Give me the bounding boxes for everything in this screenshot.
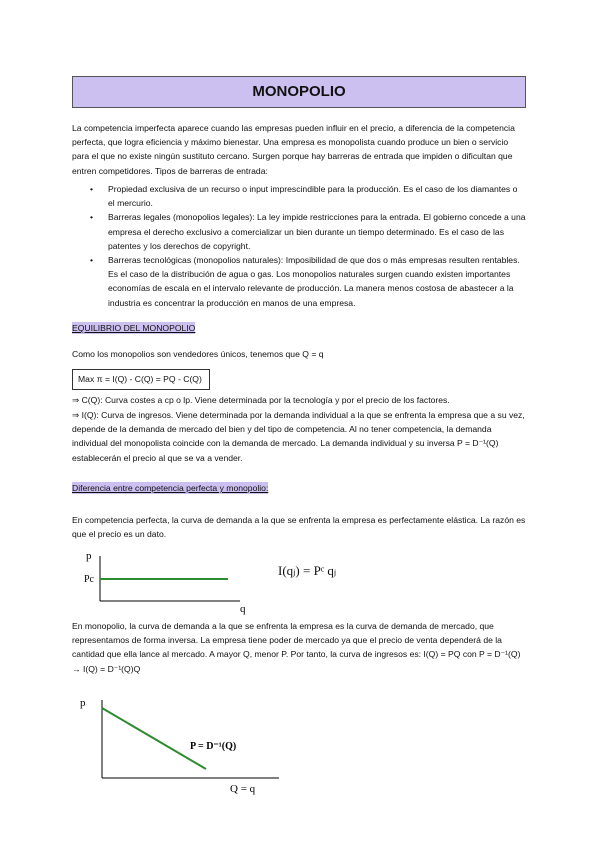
perfect-competition-graph [80, 546, 270, 618]
perfect-competition-text: En competencia perfecta, la curva de demanda a la que se enfrenta la empresa es perfectamente elástica. La razón es que el precio es un dato. [72, 515, 526, 540]
bullet-icon: • [90, 212, 94, 223]
graph2-x-label: Q = q [230, 783, 256, 795]
page-title: MONOPOLIO [72, 76, 526, 108]
graph1-price-label: Pc [84, 574, 94, 585]
list-item: • Barreras legales (monopolios legales): La ley impide restricciones para la entrada. El gobierno concede a una empresa el derecho exclusivo a comercializar un bien durante un tiempo determinado. Es el caso de las patentes y los derechos de copyright. [90, 212, 526, 251]
list-item: • Barreras tecnológicas (monopolios naturales): Imposibilidad de que dos o más empresas resulten rentables. Es el caso de la distribución de agua o gas. Los monopolios naturales surgen cuando existen importantes economías de escala en el intervalo relevante de producción. La manera menos costosa de abastecer a la industria es concentrar la producción en manos de una empresa. [90, 255, 520, 308]
monopoly-graph [74, 692, 304, 800]
income-curve-text: ⇒ I(Q): Curva de ingresos. Viene determinada por la demanda individual a la que se enfrenta la empresa que a su vez, depende de la demanda de mercado del bien y del tipo de competencia. Al no tener competencia, la demanda individual del monopolista coincide con la demanda de mercado. La demanda individual y su inversa P = D⁻¹(Q) establecerán el precio al que se va a vender. [72, 410, 525, 463]
cost-curve-text: ⇒ C(Q): Curva costes a cp o lp. Viene determinada por la tecnología y por el precio de los factores. [72, 395, 450, 405]
section-heading-diferencia: Diferencia entre competencia perfecta y monopolio: [72, 483, 269, 493]
bullet-icon: • [90, 255, 94, 266]
monopoly-demand-line [102, 708, 206, 769]
list-item: • Propiedad exclusiva de un recurso o input imprescindible para la producción. Es el caso de los diamantes o el mercurio. [90, 184, 518, 209]
graph1-y-label: p [86, 550, 92, 562]
barriers-list [72, 182, 526, 310]
intro-paragraph: La competencia imperfecta aparece cuando las empresas pueden influir en el precio, a diferencia de la competencia perfecta, que logra eficiencia y máximo bienestar. Una empresa es monopolista cuando produce un bien o servicio para el que no existe ningún sustituto cercano. Surgen porque hay barreras de entrada que impiden o dificultan que entren competidores. Tipos de barreras de entrada: [72, 123, 515, 176]
graph2-curve-label: P = D⁻¹(Q) [190, 741, 237, 752]
profit-formula: Max π = I(Q) - C(Q) = PQ - C(Q) [72, 369, 210, 390]
equilibrio-intro: Como los monopolios son vendedores únicos, tenemos que Q = q [72, 349, 324, 359]
monopoly-text: En monopolio, la curva de demanda a la que se enfrenta la empresa es la curva de demanda de mercado, que representamos de forma inversa. La empresa tiene poder de mercado ya que el precio de venta dependerá de la cantidad que ella lance al mercado. A mayor Q, menor P. Por tanto, la curva de ingresos es: I(Q) = PQ con P = D⁻¹(Q) → I(Q) = D⁻¹(Q)Q [72, 621, 521, 674]
graph2-y-label: p [80, 697, 86, 709]
revenue-equation: I(qⱼ) = Pᶜ qⱼ [278, 563, 337, 578]
section-heading-equilibrio: EQUILIBRIO DEL MONOPOLIO [72, 323, 196, 333]
bullet-icon: • [90, 184, 94, 194]
graph1-x-label: q [240, 603, 246, 615]
